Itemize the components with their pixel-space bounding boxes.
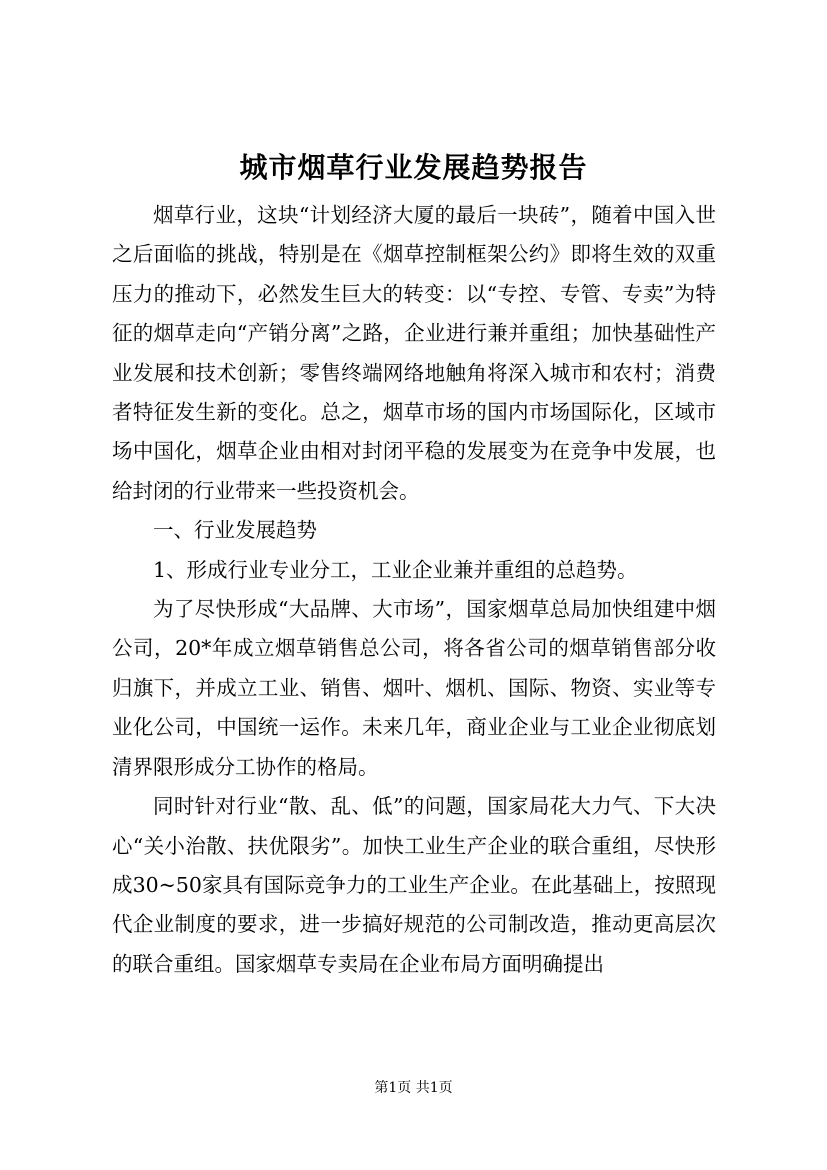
paragraph-body: 同时针对行业“散、乱、低”的问题，国家局花大力气、下大决心“关小治散、扶优限劣”。加快工业生产企业的联合重组，尽快形成30~50家具有国际竞争力的工业生产企业。在此基础上，按照现代企业制度的要求，进一步搞好规范的公司制改造，推动更高层次的联合重组。国家烟草专卖局在企业布局方面明确提出	[112, 794, 716, 976]
paragraph-intro: 烟草行业，这块“计划经济大厦的最后一块砖”，随着中国入世之后面临的挑战，特别是在《烟草控制框架公约》即将生效的双重压力的推动下，必然发生巨大的转变：以“专控、专管、专卖”为特征的烟草走向“产销分离”之路，企业进行兼并重组；加快基础性产业发展和技术创新；零售终端网络地触角将深入城市和农村；消费者特征发生新的变化。总之，烟草市场的国内市场国际化，区域市场中国化，烟草企业由相对封闭平稳的发展变为在竞争中发展，也给封闭的行业带来一些投资机会。	[112, 203, 716, 503]
subsection-heading: 1、形成行业专业分工，工业企业兼并重组的总趋势。	[153, 557, 638, 582]
page-footer: 第1页 共1页	[374, 1080, 453, 1096]
paragraph-body: 为了尽快形成“大品牌、大市场”，国家烟草总局加快组建中烟公司，20*年成立烟草销售总公司，将各省公司的烟草销售部分收归旗下，并成立工业、销售、烟叶、烟机、国际、物资、实业等专业化公司，中国统一运作。未来几年，商业企业与工业企业彻底划清界限形成分工协作的格局。	[112, 597, 716, 779]
section-heading: 一、行业发展趋势	[153, 518, 317, 543]
document-title: 城市烟草行业发展趋势报告	[239, 151, 588, 184]
document-body	[112, 196, 716, 984]
